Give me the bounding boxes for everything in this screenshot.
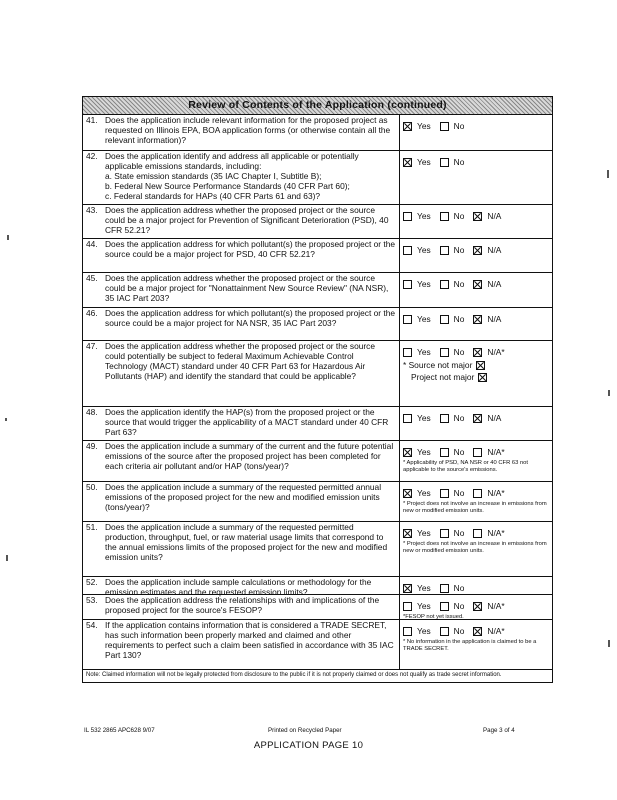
question-text-cell: [83, 620, 400, 669]
question-text: If the application contains information that is considered a TRADE SECRET, has such information been properly marked and claimed and other requirements to perfect such a claim been satisfied in accordance with 35 IAC Part 130?: [105, 620, 394, 660]
answer-cell: [400, 620, 552, 669]
option-label: N/A: [487, 245, 502, 255]
empty-checkbox[interactable]: [440, 280, 449, 289]
question-row: [83, 273, 552, 308]
option-yes[interactable]: [403, 528, 431, 538]
option-na[interactable]: [473, 279, 501, 289]
empty-checkbox[interactable]: [440, 246, 449, 255]
question-row: [83, 620, 552, 670]
option-label: No: [453, 211, 465, 221]
option-na[interactable]: [473, 601, 504, 611]
question-text: Does the application include sample calculations or methodology for the emission estimates and the requested emission limits?: [105, 577, 372, 597]
checked-checkbox[interactable]: [403, 158, 412, 167]
option-label: N/A: [487, 413, 502, 423]
question-number: 50.: [86, 482, 98, 492]
question-number: 47.: [86, 341, 98, 351]
option-label: No: [453, 626, 465, 636]
option-no[interactable]: [440, 488, 465, 498]
option-label: No: [453, 488, 465, 498]
question-text: Does the application address whether the proposed project or the source could potentially be subject to federal Maximum Achievable Control Technology (MACT) standard under 40 CFR Part 63 for Hazardous Air Pollutants (HAP) and identify the standard that could be applicable?: [105, 341, 376, 381]
checked-checkbox[interactable]: [473, 280, 482, 289]
option-no[interactable]: [440, 314, 465, 324]
option-no[interactable]: [440, 413, 465, 423]
option-label: N/A*: [487, 528, 505, 538]
page-number: Page 3 of 4: [483, 727, 515, 734]
extra-option-label: Project not major: [411, 372, 475, 382]
option-na[interactable]: [473, 447, 504, 457]
question-text: Does the application include a summary of the requested permitted annual emissions of the proposed project for the new and modified emission units (tons/year)?: [105, 482, 382, 512]
question-number: 52.: [86, 577, 98, 587]
question-text: Does the application identify and address all applicable or potentially applicable emissions standards, including:: [105, 151, 359, 171]
checked-checkbox[interactable]: [403, 584, 412, 593]
answer-cell: [400, 341, 552, 406]
question-text-cell: [83, 239, 400, 272]
question-row: [83, 595, 552, 620]
answer-note: * Project does not involve an increase in emissions from new or modified emission units.: [403, 501, 547, 514]
option-label: No: [453, 314, 465, 324]
option-yes[interactable]: [403, 314, 431, 324]
question-text: Does the application address for which pollutant(s) the proposed project or the source could be a major project for PSD, 40 CFR 52.21?: [105, 239, 396, 259]
empty-checkbox[interactable]: [403, 246, 412, 255]
empty-checkbox[interactable]: [403, 602, 412, 611]
scan-speck: [608, 390, 610, 396]
option-no[interactable]: [440, 601, 465, 611]
checked-checkbox[interactable]: [473, 212, 482, 221]
question-number: 51.: [86, 522, 98, 532]
empty-checkbox[interactable]: [440, 315, 449, 324]
question-text-cell: [83, 482, 400, 521]
question-number: 48.: [86, 407, 98, 417]
question-number: 41.: [86, 115, 98, 125]
option-yes[interactable]: [403, 121, 431, 131]
question-text-cell: [83, 151, 400, 204]
option-label: N/A*: [487, 488, 505, 498]
answer-options: [403, 277, 552, 291]
question-text: Does the application include a summary of the current and the future potential emissions of the source after the proposed project has been completed for each criteria air pollutant and/or HAP (tons/year)?: [105, 441, 394, 471]
option-yes[interactable]: [403, 347, 431, 357]
question-text-cell: [83, 341, 400, 406]
answer-cell: [400, 115, 552, 150]
empty-checkbox[interactable]: [403, 348, 412, 357]
option-no[interactable]: [440, 157, 465, 167]
option-no[interactable]: [440, 245, 465, 255]
option-label: Yes: [417, 488, 431, 498]
question-number: 49.: [86, 441, 98, 451]
option-na[interactable]: [473, 413, 501, 423]
question-text-cell: [83, 407, 400, 440]
option-no[interactable]: [440, 347, 465, 357]
option-label: Yes: [417, 413, 431, 423]
option-label: No: [453, 447, 465, 457]
option-label: N/A*: [487, 347, 505, 357]
option-label: No: [453, 347, 465, 357]
option-label: Yes: [417, 528, 431, 538]
question-text: Does the application include relevant information for the proposed project as requested on Illinois EPA, BOA application forms (or otherwise contain all the relevant information)?: [105, 115, 391, 145]
question-sub-item: b. Federal New Source Performance Standards (40 CFR Part 60);: [105, 180, 350, 191]
scan-speck: [608, 640, 610, 647]
option-no[interactable]: [440, 211, 465, 221]
answer-options: [403, 599, 552, 613]
option-label: Yes: [417, 211, 431, 221]
checked-checkbox[interactable]: [403, 122, 412, 131]
question-row: [83, 308, 552, 341]
empty-checkbox[interactable]: [403, 315, 412, 324]
answer-cell: [400, 441, 552, 481]
option-na[interactable]: [473, 528, 504, 538]
question-number: 46.: [86, 308, 98, 318]
question-sub-item: c. Federal standards for HAPs (40 CFR Parts 61 and 63)?: [105, 190, 321, 201]
option-yes[interactable]: [403, 583, 431, 593]
empty-checkbox[interactable]: [440, 414, 449, 423]
option-label: N/A: [487, 314, 502, 324]
question-row: [83, 407, 552, 441]
question-text: Does the application include a summary of the requested permitted production, throughput, fuel, or raw material usage limits that correspond to the annual emissions limits of the proposed project for the new and modified emission units?: [105, 522, 388, 562]
answer-options: [403, 345, 552, 359]
answer-cell: [400, 239, 552, 272]
option-label: Yes: [417, 626, 431, 636]
option-label: No: [453, 279, 465, 289]
question-number: 43.: [86, 205, 98, 215]
extra-option-label: * Source not major: [403, 360, 473, 370]
question-text: Does the application identify the HAP(s) from the proposed project or the source that would trigger the applicability of a MACT standard under 40 CFR Part 63?: [105, 407, 389, 437]
answer-cell: [400, 522, 552, 576]
option-label: N/A*: [487, 626, 505, 636]
checked-checkbox[interactable]: [403, 448, 412, 457]
form-id: IL 532 2865 APC628 9/07: [84, 727, 155, 734]
option-no[interactable]: [440, 279, 465, 289]
empty-checkbox[interactable]: [440, 158, 449, 167]
option-label: Yes: [417, 314, 431, 324]
question-text-cell: [83, 273, 400, 307]
option-yes[interactable]: [403, 157, 431, 167]
question-number: 45.: [86, 273, 98, 283]
checked-checkbox[interactable]: [403, 489, 412, 498]
option-yes[interactable]: [403, 413, 431, 423]
option-yes[interactable]: [403, 211, 431, 221]
review-form-table: [82, 96, 553, 683]
option-label: N/A: [487, 211, 502, 221]
question-row: [83, 115, 552, 151]
answer-note: *FESOP not yet issued.: [403, 614, 464, 620]
question-text: Does the application address for which pollutant(s) the proposed project or the source could be a major project for NA NSR, 35 IAC Part 203?: [105, 308, 396, 328]
answer-options: [403, 243, 552, 257]
empty-checkbox[interactable]: [403, 280, 412, 289]
empty-checkbox[interactable]: [403, 414, 412, 423]
empty-checkbox[interactable]: [440, 348, 449, 357]
checked-checkbox[interactable]: [403, 529, 412, 538]
option-yes[interactable]: [403, 626, 431, 636]
question-text-cell: [83, 205, 400, 238]
answer-note: * No information in the application is claimed to be a TRADE SECRET.: [403, 639, 537, 652]
question-row: [83, 341, 552, 407]
question-number: 44.: [86, 239, 98, 249]
answer-cell: [400, 482, 552, 521]
question-text-cell: [83, 577, 400, 597]
option-label: No: [453, 528, 465, 538]
answer-note: * Applicability of PSD, NA NSR or 40 CFR 63 not applicable to the source's emissions.: [403, 460, 529, 473]
option-label: Yes: [417, 279, 431, 289]
empty-checkbox[interactable]: [440, 529, 449, 538]
answer-cell: [400, 205, 552, 238]
option-no[interactable]: [440, 528, 465, 538]
answer-options: [403, 581, 552, 595]
option-yes[interactable]: [403, 488, 431, 498]
option-no[interactable]: [440, 121, 465, 131]
answer-options: [403, 119, 552, 133]
question-text: Does the application address the relationships with and implications of the proposed project for the source's FESOP?: [105, 595, 380, 615]
question-row: [83, 441, 552, 482]
answer-options: [403, 312, 552, 326]
option-label: N/A*: [487, 601, 505, 611]
checked-checkbox[interactable]: [476, 361, 485, 370]
question-row: [83, 577, 552, 595]
question-text: Does the application address whether the proposed project or the source could be a major project for "Nonattainment New Source Review" (NA NSR), 35 IAC Part 203?: [105, 273, 389, 303]
option-label: Yes: [417, 601, 431, 611]
answer-cell: [400, 595, 552, 619]
empty-checkbox[interactable]: [403, 627, 412, 636]
option-yes[interactable]: [403, 601, 431, 611]
question-text: Does the application address whether the proposed project or the source could be a major project for Prevention of Significant Deterioration (PSD), 40 CFR 52.21?: [105, 205, 389, 235]
empty-checkbox[interactable]: [440, 212, 449, 221]
option-no[interactable]: [440, 583, 465, 593]
question-row: [83, 482, 552, 522]
answer-options: [403, 411, 552, 425]
empty-checkbox[interactable]: [440, 627, 449, 636]
option-na[interactable]: [473, 488, 504, 498]
option-yes[interactable]: [403, 447, 431, 457]
answer-cell: [400, 273, 552, 307]
answer-cell: [400, 577, 552, 594]
empty-checkbox[interactable]: [440, 489, 449, 498]
option-label: N/A*: [487, 447, 505, 457]
table-header: Review of Contents of the Application (continued): [83, 97, 552, 115]
scan-speck: [5, 418, 7, 421]
option-label: No: [453, 583, 465, 593]
question-row: [83, 205, 552, 239]
option-na[interactable]: [473, 314, 501, 324]
scan-speck: [7, 235, 9, 240]
question-text-cell: [83, 595, 400, 619]
question-number: 53.: [86, 595, 98, 605]
option-label: No: [453, 121, 465, 131]
answer-cell: [400, 407, 552, 440]
checked-checkbox[interactable]: [473, 246, 482, 255]
option-label: No: [453, 245, 465, 255]
checked-checkbox[interactable]: [473, 348, 482, 357]
question-row: [83, 151, 552, 205]
empty-checkbox[interactable]: [440, 448, 449, 457]
answer-note: * Project does not involve an increase in emissions from new or modified emission units.: [403, 541, 547, 554]
option-label: N/A: [487, 279, 502, 289]
option-no[interactable]: [440, 626, 465, 636]
option-label: Yes: [417, 157, 431, 167]
question-text-cell: [83, 522, 400, 576]
option-label: No: [453, 413, 465, 423]
question-number: 42.: [86, 151, 98, 161]
option-label: Yes: [417, 347, 431, 357]
option-no[interactable]: [440, 447, 465, 457]
option-label: Yes: [417, 121, 431, 131]
application-page-label: APPLICATION PAGE 10: [253, 740, 364, 751]
recycled-paper-note: Printed on Recycled Paper: [268, 727, 342, 734]
checked-checkbox[interactable]: [473, 414, 482, 423]
option-na[interactable]: [473, 211, 501, 221]
empty-checkbox[interactable]: [403, 212, 412, 221]
question-number: 54.: [86, 620, 98, 630]
empty-checkbox[interactable]: [440, 602, 449, 611]
trade-secret-footnote: Note: Claimed information will not be legally protected from disclosure to the public if it is not properly claimed or does not qualify as trade secret information.: [86, 672, 502, 678]
question-row: [83, 239, 552, 273]
answer-cell: [400, 308, 552, 340]
answer-options: [403, 445, 552, 459]
option-label: No: [453, 157, 465, 167]
question-rows: [83, 115, 552, 670]
option-na[interactable]: [473, 245, 501, 255]
answer-options: [403, 624, 552, 638]
option-label: Yes: [417, 583, 431, 593]
answer-options: [403, 209, 552, 223]
question-sub-item: a. State emission standards (35 IAC Chapter I, Subtitle B);: [105, 170, 322, 181]
answer-cell: [400, 151, 552, 204]
option-yes[interactable]: [403, 279, 431, 289]
option-label: Yes: [417, 447, 431, 457]
scan-speck: [607, 170, 609, 178]
question-text-cell: [83, 115, 400, 150]
checked-checkbox[interactable]: [473, 315, 482, 324]
extra-option[interactable]: [403, 359, 552, 371]
extra-option[interactable]: [403, 371, 552, 383]
option-label: No: [453, 601, 465, 611]
question-text-cell: [83, 441, 400, 481]
option-na[interactable]: [473, 347, 504, 357]
empty-checkbox[interactable]: [473, 448, 482, 457]
option-yes[interactable]: [403, 245, 431, 255]
question-text-cell: [83, 308, 400, 340]
empty-checkbox[interactable]: [473, 489, 482, 498]
checked-checkbox[interactable]: [478, 373, 487, 382]
checked-checkbox[interactable]: [473, 627, 482, 636]
question-row: [83, 522, 552, 577]
answer-options: [403, 155, 552, 169]
answer-options: [403, 526, 552, 540]
option-label: Yes: [417, 245, 431, 255]
empty-checkbox[interactable]: [440, 584, 449, 593]
empty-checkbox[interactable]: [440, 122, 449, 131]
answer-options: [403, 486, 552, 500]
scan-speck: [6, 555, 8, 561]
empty-checkbox[interactable]: [473, 529, 482, 538]
option-na[interactable]: [473, 626, 504, 636]
checked-checkbox[interactable]: [473, 602, 482, 611]
